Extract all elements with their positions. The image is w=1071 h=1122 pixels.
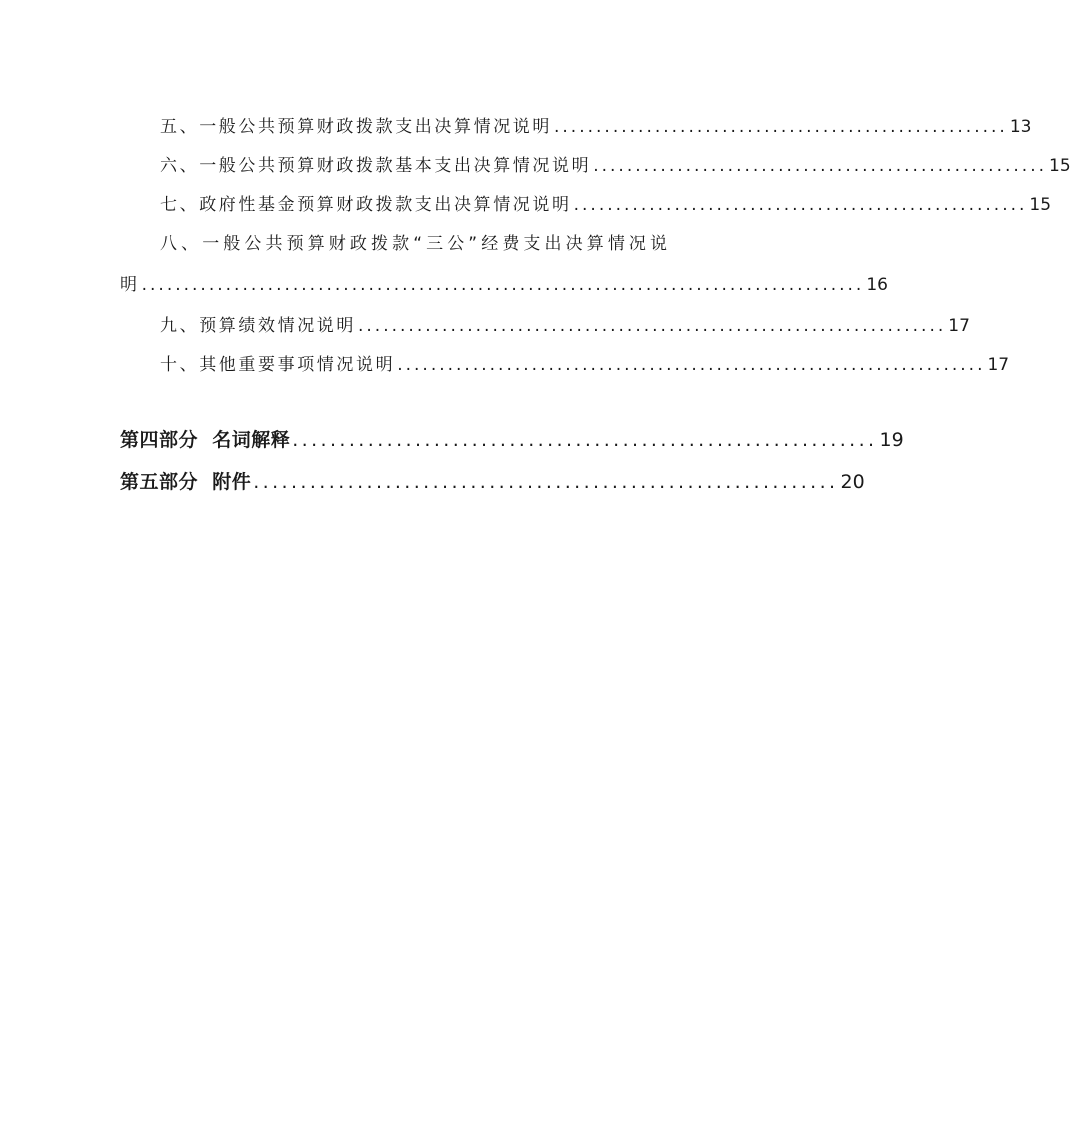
toc-entry-5[interactable] (160, 112, 1032, 137)
toc-entry-7[interactable] (160, 190, 1052, 215)
toc-entry-6[interactable] (160, 151, 1071, 176)
toc-section-title: 第四部分 名词解释 (120, 429, 291, 451)
toc-page-number: 13 (1009, 117, 1032, 137)
toc-entry-title: 五、一般公共预算财政拨款支出决算情况说明 (160, 117, 552, 137)
toc-entry-title: 八、一般公共预算财政拨款“三公”经费支出决算情况说 (160, 234, 672, 254)
toc-entry-9[interactable] (160, 311, 970, 336)
toc-leader-dots: ...................................................................... (397, 355, 986, 375)
toc-leader-dots: ...................................................... (593, 156, 1048, 176)
toc-section-5[interactable] (120, 467, 865, 494)
toc-page-number: 17 (987, 355, 1010, 375)
toc-entry-8-line2[interactable] (120, 270, 888, 295)
toc-page-number: 17 (948, 316, 970, 336)
toc-entry-title: 七、政府性基金预算财政拨款支出决算情况说明 (160, 195, 572, 215)
toc-entry-title: 六、一般公共预算财政拨款基本支出决算情况说明 (160, 156, 592, 176)
toc-entry-title: 十、其他重要事项情况说明 (160, 355, 396, 375)
toc-page-number: 20 (840, 471, 865, 493)
toc-leader-dots: ...................................................................... (358, 316, 947, 336)
toc-entry-8-line1[interactable] (160, 229, 680, 254)
toc-leader-dots: ...................................................... (554, 117, 1008, 137)
toc-leader-dots: ...................................................... (573, 195, 1028, 215)
toc-leader-dots: .............................................................. (292, 429, 878, 451)
toc-entry-10[interactable] (160, 350, 1010, 375)
toc-leader-dots: .............................................................. (253, 471, 839, 493)
toc-page-number: 15 (1049, 156, 1071, 176)
toc-page-number: 19 (879, 429, 904, 451)
toc-page-number: 16 (866, 275, 888, 295)
toc-section-title: 第五部分 附件 (120, 471, 252, 493)
toc-section-4[interactable] (120, 425, 904, 452)
toc-entry-title-continued: 明 (120, 275, 140, 295)
toc-leader-dots: ...................................................................................... (141, 275, 865, 295)
toc-page-number: 15 (1029, 195, 1052, 215)
toc-entry-title: 九、预算绩效情况说明 (160, 316, 356, 336)
